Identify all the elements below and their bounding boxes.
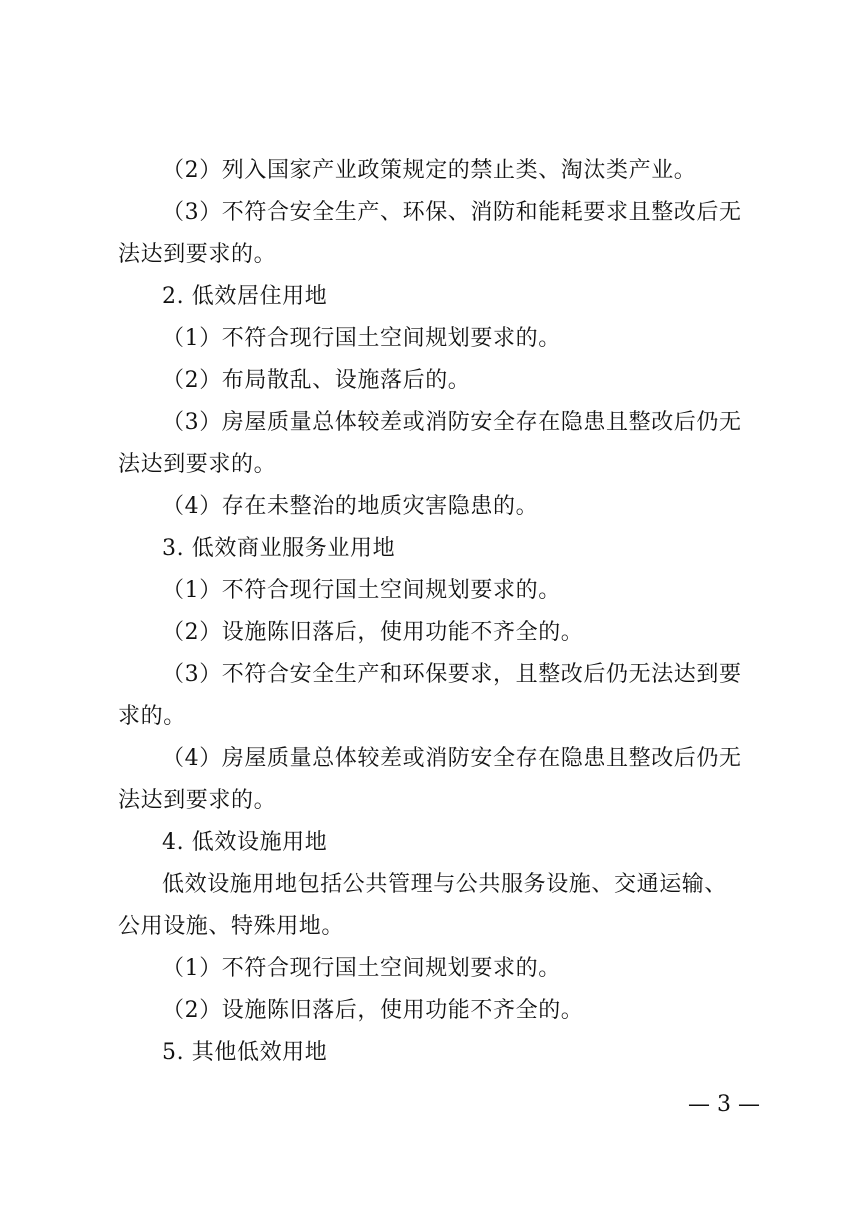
text-line: （1）不符合现行国土空间规划要求的。 xyxy=(162,956,561,981)
text-line: （1）不符合现行国土空间规划要求的。 xyxy=(162,578,561,603)
page-number: — 3 — xyxy=(688,1092,760,1117)
text-line: （2）列入国家产业政策规定的禁止类、淘汰类产业。 xyxy=(162,158,697,183)
text-line: （4）存在未整治的地质灾害隐患的。 xyxy=(162,494,539,519)
document-body xyxy=(118,150,748,1074)
text-line: （2）设施陈旧落后，使用功能不齐全的。 xyxy=(162,620,584,645)
text-line: 公用设施、特殊用地。 xyxy=(118,914,345,939)
text-line: （4）房屋质量总体较差或消防安全存在隐患且整改后仍无 xyxy=(162,746,742,771)
text-line: 法达到要求的。 xyxy=(118,788,277,813)
text-line: 4. 低效设施用地 xyxy=(162,830,328,855)
text-line: 低效设施用地包括公共管理与公共服务设施、交通运输、 xyxy=(162,872,728,897)
text-line: （2）布局散乱、设施落后的。 xyxy=(162,368,471,393)
text-line: 2. 低效居住用地 xyxy=(162,284,328,309)
text-line: （2）设施陈旧落后，使用功能不齐全的。 xyxy=(162,998,584,1023)
text-line: （3）房屋质量总体较差或消防安全存在隐患且整改后仍无 xyxy=(162,410,742,435)
text-line: 3. 低效商业服务业用地 xyxy=(162,536,396,561)
text-line: 5. 其他低效用地 xyxy=(162,1040,328,1065)
text-line: （3）不符合安全生产和环保要求，且整改后仍无法达到要 xyxy=(162,662,742,687)
text-line: 法达到要求的。 xyxy=(118,242,277,267)
text-line: （1）不符合现行国土空间规划要求的。 xyxy=(162,326,561,351)
text-line: （3）不符合安全生产、环保、消防和能耗要求且整改后无 xyxy=(162,200,742,225)
text-line: 求的。 xyxy=(118,704,186,729)
text-line: 法达到要求的。 xyxy=(118,452,277,477)
